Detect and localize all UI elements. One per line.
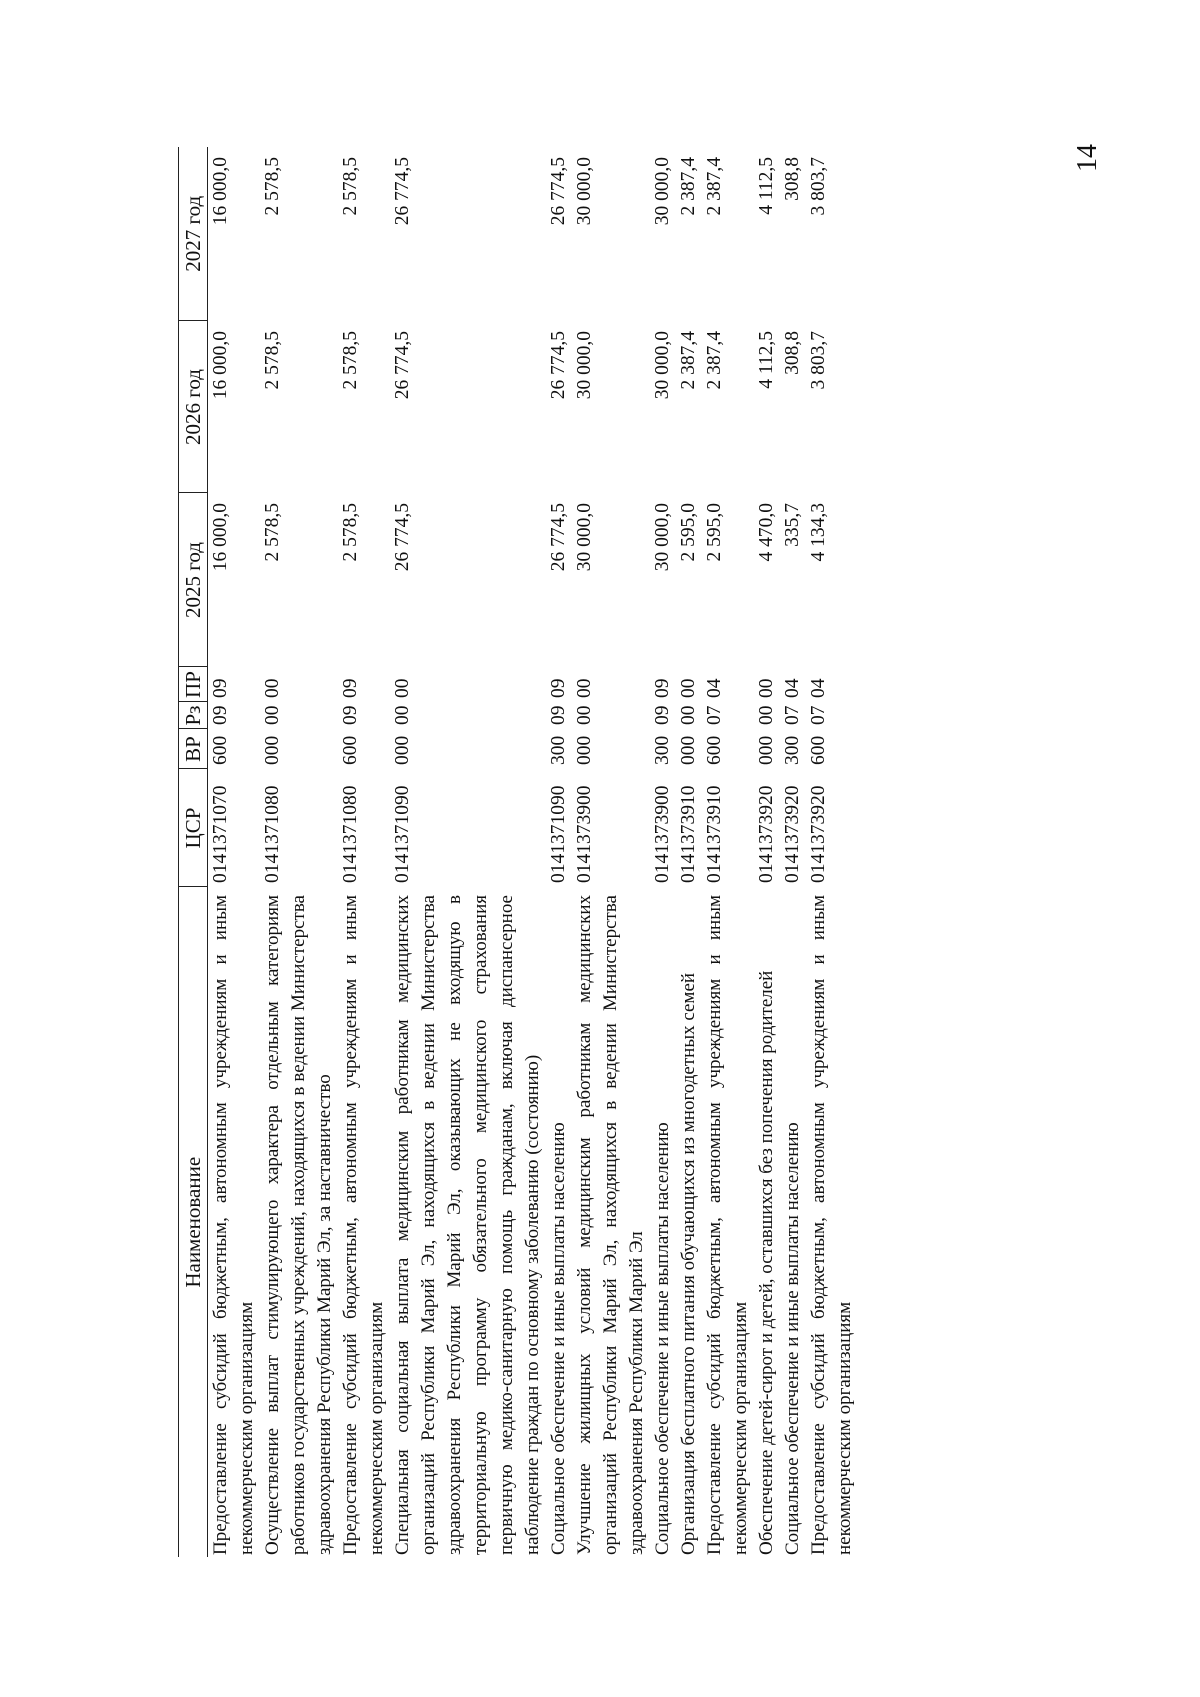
table-row bbox=[546, 147, 572, 1557]
cell-pr: 00 bbox=[392, 678, 413, 698]
cell-y2026: 308,8 bbox=[782, 331, 803, 375]
cell-vr: 600 bbox=[704, 735, 725, 765]
cell-csr: 0141371080 bbox=[340, 785, 361, 883]
cell-name: Предоставление субсидий бюджетным, автономным учреждениям и иным некоммерческим организациям bbox=[704, 895, 751, 1555]
cell-y2026: 16 000,0 bbox=[210, 331, 231, 400]
cell-pr: 00 bbox=[678, 678, 699, 698]
cell-csr: 0141373920 bbox=[782, 785, 803, 883]
cell-y2027: 16 000,0 bbox=[210, 157, 231, 226]
cell-name: Организация бесплатного питания обучающихся из многодетных семей bbox=[678, 972, 699, 1555]
cell-name: Предоставление субсидий бюджетным, автономным учреждениям и иным некоммерческим организациям bbox=[340, 895, 387, 1555]
cell-csr: 0141371090 bbox=[548, 785, 569, 883]
cell-csr: 0141373910 bbox=[704, 785, 725, 883]
rotated-table-container bbox=[178, 147, 1188, 1557]
table-row bbox=[676, 147, 702, 1557]
cell-y2026: 2 578,5 bbox=[262, 331, 283, 390]
cell-pr: 04 bbox=[704, 678, 725, 698]
cell-y2026: 2 387,4 bbox=[678, 331, 699, 390]
cell-y2026: 26 774,5 bbox=[548, 331, 569, 400]
cell-y2027: 2 578,5 bbox=[262, 157, 283, 216]
cell-y2025: 26 774,5 bbox=[392, 503, 413, 572]
cell-rz: 00 bbox=[392, 705, 413, 725]
cell-vr: 600 bbox=[210, 735, 231, 765]
cell-csr: 0141371090 bbox=[392, 785, 413, 883]
cell-y2026: 4 112,5 bbox=[756, 331, 777, 389]
cell-rz: 09 bbox=[210, 705, 231, 725]
cell-y2026: 26 774,5 bbox=[392, 331, 413, 400]
cell-vr: 000 bbox=[678, 735, 699, 765]
cell-rz: 00 bbox=[574, 705, 595, 725]
cell-y2027: 308,8 bbox=[782, 157, 803, 201]
cell-rz: 00 bbox=[678, 705, 699, 725]
cell-y2027: 2 387,4 bbox=[678, 157, 699, 216]
table-row bbox=[208, 147, 261, 1557]
cell-name: Социальное обеспечение и иные выплаты населению bbox=[782, 1122, 803, 1555]
cell-vr: 000 bbox=[262, 735, 283, 765]
cell-vr: 300 bbox=[548, 735, 569, 765]
cell-csr: 0141371080 bbox=[262, 785, 283, 883]
cell-csr: 0141373920 bbox=[808, 785, 829, 883]
table-row bbox=[260, 147, 338, 1557]
cell-pr: 00 bbox=[756, 678, 777, 698]
cell-y2027: 30 000,0 bbox=[652, 157, 673, 226]
cell-vr: 300 bbox=[652, 735, 673, 765]
header-csr: ЦСР bbox=[179, 769, 208, 887]
cell-name: Обеспечение детей-сирот и детей, оставшихся без попечения родителей bbox=[756, 970, 777, 1555]
cell-y2025: 2 578,5 bbox=[262, 503, 283, 562]
cell-rz: 00 bbox=[262, 705, 283, 725]
cell-y2026: 3 803,7 bbox=[808, 331, 829, 390]
cell-y2025: 26 774,5 bbox=[548, 503, 569, 572]
cell-rz: 07 bbox=[782, 705, 803, 725]
cell-y2027: 30 000,0 bbox=[574, 157, 595, 226]
cell-y2025: 335,7 bbox=[782, 503, 803, 547]
cell-rz: 07 bbox=[704, 705, 725, 725]
cell-y2027: 3 803,7 bbox=[808, 157, 829, 216]
table-row bbox=[390, 147, 546, 1557]
table-row bbox=[650, 147, 676, 1557]
cell-vr: 000 bbox=[392, 735, 413, 765]
cell-name: Специальная социальная выплата медицинским работникам медицинских организаций Республики Марий Эл, находящихся в ведении Министерства здравоохранения Республики Марий Эл, оказывающих не входящую в территориальную программу обязательного медицинского страхования первичную медико-санитарную помощь гражданам, включая диспансерное наблюдение граждан по основному заболеванию (состоянию) bbox=[392, 895, 543, 1555]
table-row bbox=[338, 147, 390, 1557]
cell-vr: 000 bbox=[574, 735, 595, 765]
table-row bbox=[702, 147, 754, 1557]
cell-rz: 09 bbox=[548, 705, 569, 725]
cell-rz: 09 bbox=[340, 705, 361, 725]
header-pr: ПР bbox=[179, 667, 208, 702]
cell-y2027: 26 774,5 bbox=[392, 157, 413, 226]
cell-pr: 00 bbox=[262, 678, 283, 698]
cell-pr: 09 bbox=[340, 678, 361, 698]
cell-csr: 0141371070 bbox=[210, 785, 231, 883]
header-name: Наименование bbox=[179, 887, 208, 1557]
cell-y2025: 30 000,0 bbox=[574, 503, 595, 572]
cell-vr: 000 bbox=[756, 735, 777, 765]
cell-y2025: 2 578,5 bbox=[340, 503, 361, 562]
cell-pr: 09 bbox=[210, 678, 231, 698]
cell-name: Предоставление субсидий бюджетным, автономным учреждениям и иным некоммерческим организациям bbox=[808, 895, 855, 1555]
cell-name: Социальное обеспечение и иные выплаты населению bbox=[548, 1122, 569, 1555]
cell-y2026: 2 387,4 bbox=[704, 331, 725, 390]
page-number: 14 bbox=[1072, 144, 1103, 172]
header-vr: ВР bbox=[179, 729, 208, 769]
cell-y2025: 2 595,0 bbox=[704, 503, 725, 562]
cell-name: Осуществление выплат стимулирующего характера отдельным категориям работников государственных учреждений, находящихся в ведении Министерства здравоохранения Республики Марий Эл, за наставничество bbox=[262, 895, 335, 1555]
cell-csr: 0141373900 bbox=[574, 785, 595, 883]
cell-y2025: 2 595,0 bbox=[678, 503, 699, 562]
cell-y2025: 30 000,0 bbox=[652, 503, 673, 572]
cell-y2027: 26 774,5 bbox=[548, 157, 569, 226]
cell-name: Социальное обеспечение и иные выплаты населению bbox=[652, 1122, 673, 1555]
cell-y2025: 4 470,0 bbox=[756, 503, 777, 562]
table-row bbox=[754, 147, 780, 1557]
header-2027: 2027 год bbox=[179, 147, 208, 321]
cell-name: Предоставление субсидий бюджетным, автономным учреждениям и иным некоммерческим организациям bbox=[210, 895, 257, 1555]
cell-rz: 07 bbox=[808, 705, 829, 725]
table-row bbox=[572, 147, 650, 1557]
header-2026: 2026 год bbox=[179, 321, 208, 493]
cell-y2026: 2 578,5 bbox=[340, 331, 361, 390]
cell-vr: 300 bbox=[782, 735, 803, 765]
cell-pr: 00 bbox=[574, 678, 595, 698]
budget-table bbox=[178, 147, 858, 1557]
cell-y2025: 4 134,3 bbox=[808, 503, 829, 562]
cell-vr: 600 bbox=[340, 735, 361, 765]
cell-y2026: 30 000,0 bbox=[574, 331, 595, 400]
cell-rz: 09 bbox=[652, 705, 673, 725]
cell-y2026: 30 000,0 bbox=[652, 331, 673, 400]
cell-y2027: 4 112,5 bbox=[756, 157, 777, 215]
header-2025: 2025 год bbox=[179, 493, 208, 667]
header-rz: Рз bbox=[179, 702, 208, 729]
cell-y2025: 16 000,0 bbox=[210, 503, 231, 572]
cell-pr: 09 bbox=[652, 678, 673, 698]
cell-pr: 09 bbox=[548, 678, 569, 698]
table-header bbox=[179, 147, 208, 1557]
cell-csr: 0141373910 bbox=[678, 785, 699, 883]
table-body bbox=[208, 147, 859, 1557]
cell-pr: 04 bbox=[808, 678, 829, 698]
table-row bbox=[780, 147, 806, 1557]
cell-csr: 0141373900 bbox=[652, 785, 673, 883]
cell-vr: 600 bbox=[808, 735, 829, 765]
cell-csr: 0141373920 bbox=[756, 785, 777, 883]
cell-pr: 04 bbox=[782, 678, 803, 698]
table-row bbox=[806, 147, 858, 1557]
cell-y2027: 2 578,5 bbox=[340, 157, 361, 216]
cell-y2027: 2 387,4 bbox=[704, 157, 725, 216]
cell-rz: 00 bbox=[756, 705, 777, 725]
cell-name: Улучшение жилищных условий медицинским работникам медицинских организаций Республики Марий Эл, находящихся в ведении Министерства здравоохранения Республики Марий Эл bbox=[574, 895, 647, 1555]
